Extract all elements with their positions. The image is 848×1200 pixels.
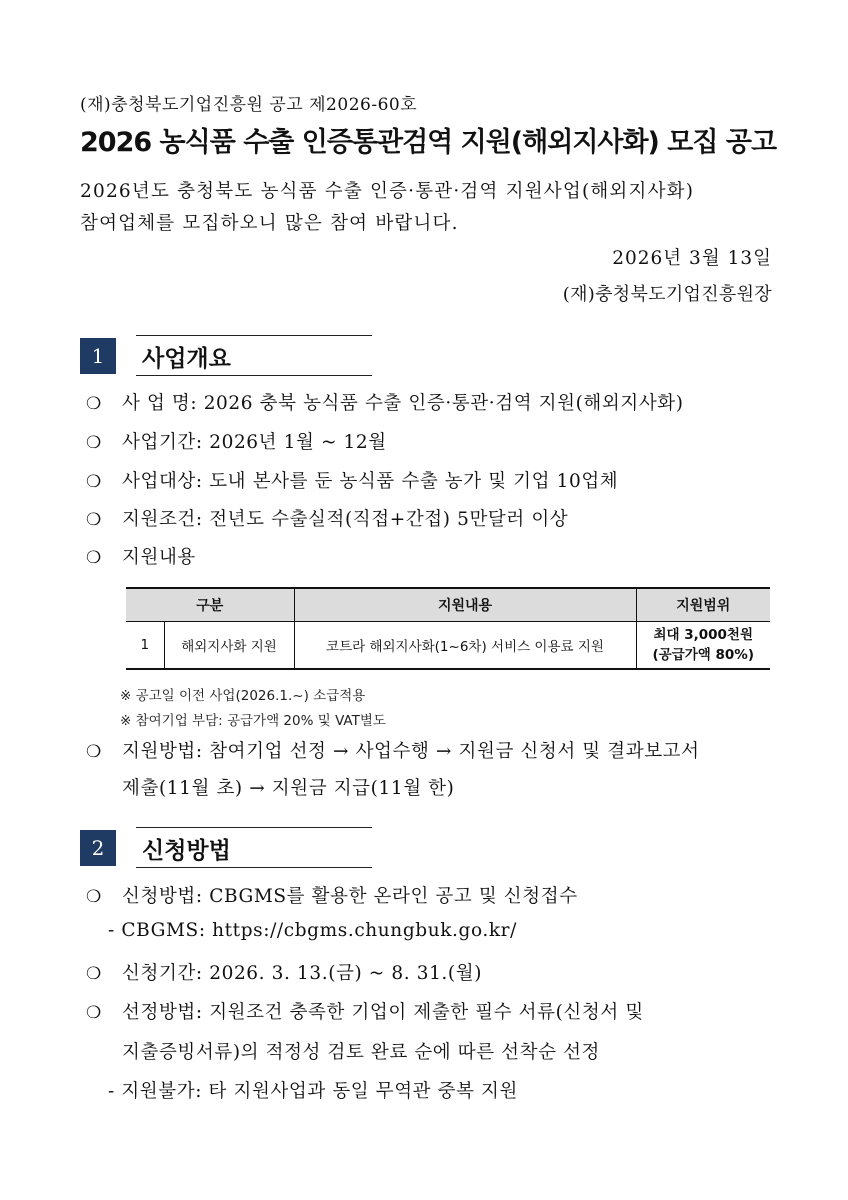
intro-paragraph — [80, 176, 780, 240]
continuation-line: 제출(11월 초) → 지원금 지급(11월 한) — [122, 778, 455, 799]
table-header: 지원내용 — [294, 588, 636, 622]
bullet-icon: ❍ — [86, 394, 102, 414]
bullet-icon: ❍ — [86, 742, 102, 762]
continuation-line: 지출증빙서류)의 적정성 검토 완료 순에 따른 선착순 선정 — [122, 1042, 601, 1063]
issuer: (재)충청북도기업진흥원장 — [562, 284, 772, 305]
note: ※ 공고일 이전 사업(2026.1.~) 소급적용 — [120, 688, 366, 704]
table-cell-category: 해외지사화 지원 — [164, 622, 294, 670]
bullet-icon: ❍ — [86, 472, 102, 492]
list-item — [86, 882, 578, 908]
table-cell-content: 코트라 해외지사화(1~6차) 서비스 이용료 지원 — [294, 622, 636, 670]
item-text: 사업기간: 2026년 1월 ~ 12월 — [122, 432, 387, 453]
range-line: (공급가액 80%) — [652, 647, 755, 663]
ineligible-note: - 지원불가: 타 지원사업과 동일 무역관 중복 지원 — [108, 1081, 518, 1102]
table-row — [126, 622, 770, 670]
item-text: 신청기간: 2026. 3. 13.(금) ~ 8. 31.(월) — [122, 963, 483, 984]
section-number: 2 — [80, 830, 116, 866]
divider — [136, 827, 372, 828]
notice-date: 2026년 3월 13일 — [612, 248, 772, 269]
list-item — [86, 428, 387, 454]
item-text: 지원방법: 참여기업 선정 → 사업수행 → 지원금 신청서 및 결과보고서 — [122, 741, 700, 762]
table-cell-no: 1 — [126, 622, 164, 670]
item-text: 선정방법: 지원조건 충족한 기업이 제출한 필수 서류(신청서 및 — [122, 1002, 644, 1023]
item-text: 신청방법: CBGMS를 활용한 온라인 공고 및 신청접수 — [122, 886, 578, 907]
bullet-icon: ❍ — [86, 1003, 102, 1023]
table-header: 지원범위 — [636, 588, 770, 622]
intro-line: 2026년도 충청북도 농식품 수출 인증·통관·검역 지원사업(해외지사화) — [80, 181, 695, 202]
range-line: 최대 3,000천원 — [653, 627, 754, 643]
section-title: 사업개요 — [142, 346, 231, 372]
list-item — [86, 543, 196, 569]
item-text: 지원내용 — [122, 547, 196, 568]
bullet-icon: ❍ — [86, 548, 102, 568]
list-item — [86, 467, 618, 493]
cbgms-url: - CBGMS: https://cbgms.chungbuk.go.kr/ — [108, 920, 517, 941]
item-text: 지원조건: 전년도 수출실적(직접+간접) 5만달러 이상 — [122, 509, 569, 530]
section-header-overview — [80, 338, 372, 374]
support-table — [126, 587, 770, 670]
item-text: 사 업 명: 2026 충북 농식품 수출 인증·통관·검역 지원(해외지사화) — [122, 393, 684, 414]
table-header: 구분 — [126, 588, 294, 622]
intro-line: 참여업체를 모집하오니 많은 참여 바랍니다. — [80, 213, 459, 234]
bullet-icon: ❍ — [86, 964, 102, 984]
section-header-application — [80, 830, 372, 866]
divider — [136, 335, 372, 336]
section-title: 신청방법 — [142, 838, 231, 864]
list-item — [86, 998, 644, 1024]
bullet-icon: ❍ — [86, 510, 102, 530]
table-cell-range — [636, 622, 770, 670]
table-header-row — [126, 588, 770, 622]
list-item — [86, 389, 684, 415]
divider — [136, 867, 372, 868]
bullet-icon: ❍ — [86, 433, 102, 453]
page-title: 2026 농식품 수출 인증통관검역 지원(해외지사화) 모집 공고 — [80, 127, 777, 158]
bullet-icon: ❍ — [86, 887, 102, 907]
notice-number: (재)충청북도기업진흥원 공고 제2026-60호 — [80, 95, 418, 115]
item-text: 사업대상: 도내 본사를 둔 농식품 수출 농가 및 기업 10업체 — [122, 471, 619, 492]
note: ※ 참여기업 부담: 공급가액 20% 및 VAT별도 — [120, 713, 386, 729]
divider — [136, 375, 372, 376]
list-item — [86, 505, 568, 531]
section-number: 1 — [80, 338, 116, 374]
list-item — [86, 959, 482, 985]
list-item — [86, 737, 700, 763]
